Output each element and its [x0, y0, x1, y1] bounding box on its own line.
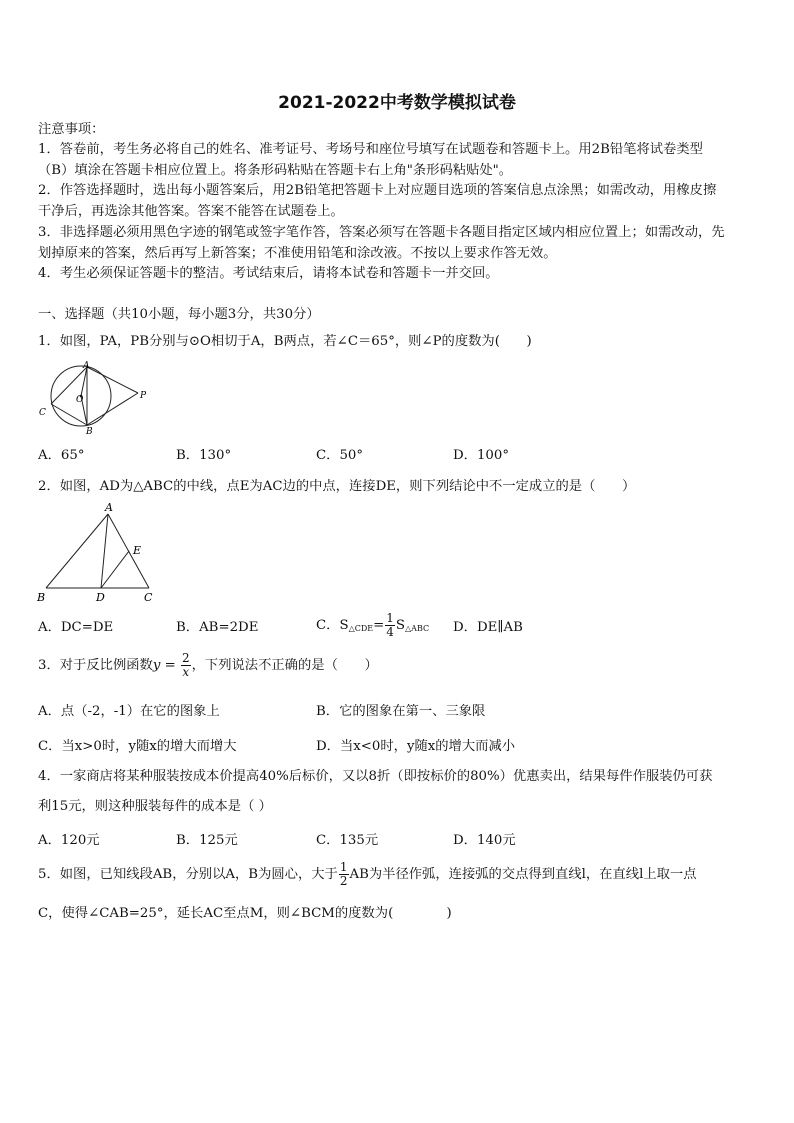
section-heading: 一、选择题（共10小题，每小题3分，共30分） — [38, 307, 320, 322]
q2-optc-s2: S — [395, 618, 406, 633]
label-P: P — [140, 391, 147, 401]
q1-option-c[interactable]: C．50° — [316, 448, 364, 463]
label-C: C — [39, 408, 46, 418]
question-4-stem-line2: 利15元，则这种服装每件的成本是（ ） — [38, 799, 272, 814]
q4-option-d[interactable]: D．140元 — [453, 833, 516, 848]
q2-option-d[interactable]: D．DE∥AB — [453, 620, 523, 635]
q1-option-a[interactable]: A．65° — [38, 448, 85, 463]
q2-optc-eq: = — [373, 618, 385, 633]
q1-option-b[interactable]: B．130° — [176, 448, 232, 463]
q3-stem-prefix: 3．对于反比例函数 — [38, 658, 153, 673]
question-5-stem-line2: C，使得∠CAB=25°，延长AC至点M，则∠BCM的度数为( ) — [38, 906, 452, 921]
question-2-figure — [36, 500, 161, 606]
question-5-stem-line1 — [38, 861, 697, 888]
label-D: D — [96, 591, 105, 604]
notice-line: （B）填涂在答题卡相应位置上。将条形码粘贴在答题卡右上角"条形码粘贴处"。 — [38, 163, 513, 178]
fraction-numerator: 2 — [181, 651, 190, 665]
notice-line: 1．答卷前，考生务必将自己的姓名、准考证号、考场号和座位号填写在试题卷和答题卡上。用2B铅笔将试卷类型 — [38, 142, 703, 157]
q5-line1-prefix: 5．如图，已知线段AB，分别以A，B为圆心，大于 — [38, 867, 338, 882]
question-1-stem: 1．如图，PA，PB分别与⊙O相切于A，B两点，若∠C＝65°，则∠P的度数为( ) — [38, 334, 532, 349]
q2-optc-sub1: △CDE — [348, 624, 374, 633]
page-title: 2021-2022中考数学模拟试卷 — [278, 93, 516, 113]
q2-optc-prefix: C．S — [316, 618, 349, 633]
question-2-stem: 2．如图，AD为△ABC的中线，点E为AC边的中点，连接DE，则下列结论中不一定成立的是（ ） — [38, 479, 636, 494]
q2-optc-fraction — [385, 612, 395, 639]
q2-option-c[interactable] — [316, 612, 429, 639]
q5-line1-suffix: AB为半径作弧，连接弧的交点得到直线l，在直线l上取一点 — [349, 867, 697, 882]
notice-heading: 注意事项： — [38, 122, 105, 137]
fraction-denominator: 2 — [339, 874, 348, 888]
q4-option-b[interactable]: B．125元 — [176, 833, 238, 848]
label-A: A — [83, 361, 90, 371]
q3-option-d[interactable]: D．当x<0时，y随x的增大而减小 — [316, 739, 516, 754]
q1-option-d[interactable]: D．100° — [453, 448, 509, 463]
q3-func-eq: = — [160, 658, 180, 673]
q5-fraction — [339, 861, 349, 888]
question-3-stem — [38, 652, 378, 679]
notice-line: 干净后，再选涂其他答案。答案不能答在试题卷上。 — [38, 204, 344, 219]
q3-option-c[interactable]: C．当x>0时，y随x的增大而增大 — [38, 739, 237, 754]
q3-stem-suffix: ，下列说法不正确的是（ ） — [191, 658, 378, 673]
q3-func-y: y — [152, 658, 161, 673]
notice-line: 3．非选择题必须用黑色字迹的钢笔或签字笔作答，答案必须写在答题卡各题目指定区域内相应位置上；如需改动，先 — [38, 225, 725, 240]
label-E: E — [133, 544, 142, 557]
fraction-numerator: 1 — [386, 611, 394, 625]
q3-func-fraction — [181, 652, 191, 679]
fraction-denominator: x — [182, 665, 190, 679]
label-C: C — [144, 591, 153, 604]
label-B: B — [37, 591, 46, 604]
q4-option-a[interactable]: A．120元 — [38, 833, 100, 848]
q2-option-a[interactable]: A．DC=DE — [38, 620, 114, 635]
q2-optc-sub2: △ABC — [405, 624, 430, 633]
label-B: B — [86, 427, 93, 436]
question-4-stem-line1: 4．一家商店将某种服装按成本价提高40%后标价，又以8折（即按标价的80%）优惠卖出，结果每件作服装仍可获 — [38, 769, 713, 784]
notice-line: 划掉原来的答案，然后再写上新答案；不准使用铅笔和涂改液。不按以上要求作答无效。 — [38, 246, 557, 261]
q3-option-a[interactable]: A．点（-2，-1）在它的图象上 — [38, 704, 220, 719]
question-1-figure — [36, 360, 148, 436]
label-O: O — [76, 395, 84, 405]
q3-option-b[interactable]: B．它的图象在第一、三象限 — [316, 704, 486, 719]
notice-line: 2．作答选择题时，选出每小题答案后，用2B铅笔把答题卡上对应题目选项的答案信息点涂黑；如需改动，用橡皮擦 — [38, 183, 717, 198]
label-A: A — [105, 501, 113, 514]
fraction-numerator: 1 — [339, 860, 348, 874]
q4-option-c[interactable]: C．135元 — [316, 833, 379, 848]
q2-option-b[interactable]: B．AB=2DE — [176, 620, 259, 635]
fraction-denominator: 4 — [386, 625, 394, 639]
notice-line: 4．考生必须保证答题卡的整洁。考试结束后，请将本试卷和答题卡一并交回。 — [38, 266, 499, 281]
